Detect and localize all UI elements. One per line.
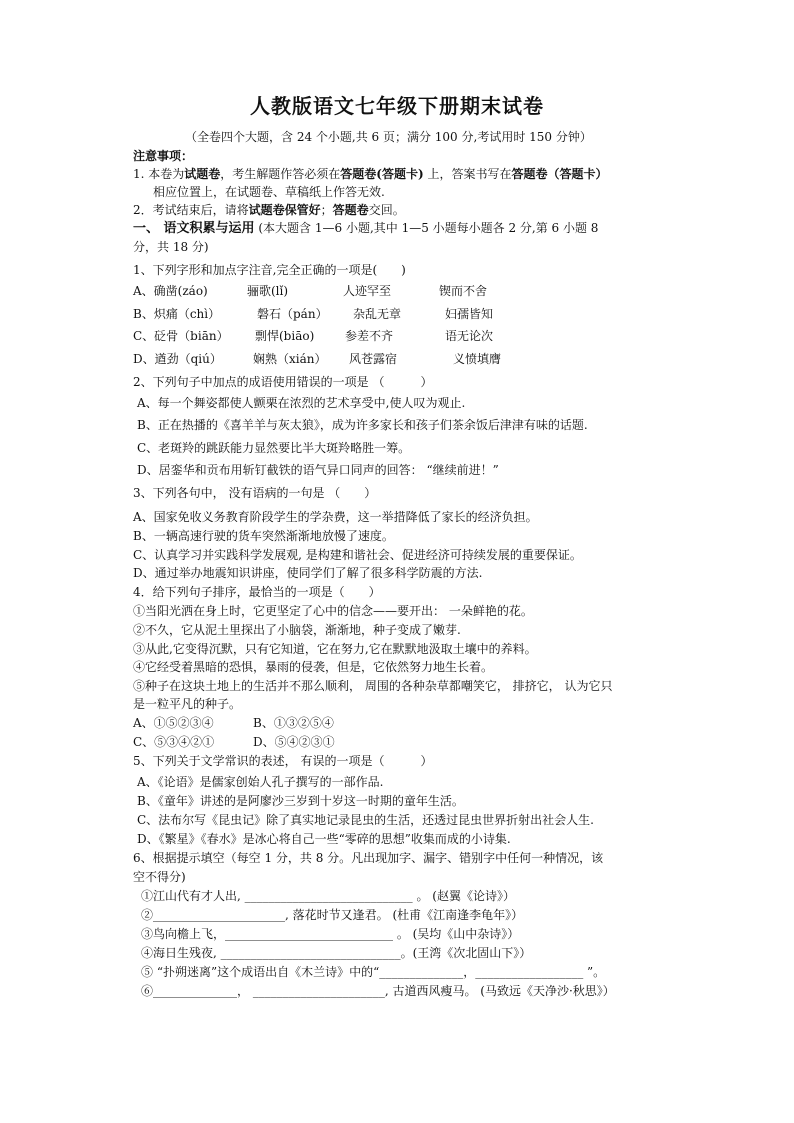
q6-line-5: ⑤ “扑朔迷离”这个成语出自《木兰诗》中的“______________，__________________ ”。 bbox=[141, 965, 606, 979]
q4-choice-a: A、①⑤②③④ bbox=[133, 716, 214, 730]
q4-sentence-3: ③从此,它变得沉默，只有它知道，它在努力,它在默默地汲取土壤中的养料。 bbox=[133, 642, 537, 656]
q1-d-4: 义愤填膺 bbox=[453, 352, 502, 366]
q1-b-3: 杂乱无章 bbox=[353, 307, 402, 321]
q5-option-b: B、《童年》讲述的是阿廖沙三岁到十岁这一时期的童年生活。 bbox=[137, 794, 464, 808]
q4-sentence-1: ①当阳光洒在身上时，它更坚定了心中的信念——要开出： 一朵鲜艳的花。 bbox=[133, 604, 533, 618]
notice-item-1-text-b: 试题卷 bbox=[184, 167, 221, 181]
q1-a-1: A、确凿(záo) bbox=[133, 284, 208, 298]
q1-c-2: 剽悍(biāo) bbox=[255, 329, 315, 343]
q6-stem-cont: 空不得分) bbox=[133, 870, 186, 884]
q2-stem: 2、下列句子中加点的成语使用错误的一项是 （ ） bbox=[133, 375, 433, 389]
q2-option-b: B、正在热播的《喜羊羊与灰太狼》，成为许多家长和孩子们茶余饭后津津有味的话题. bbox=[137, 418, 588, 432]
q6-line-4: ④海日生残夜, ______________________________。(王湾《次北固山下》） bbox=[141, 946, 532, 960]
q1-d-2: 娴熟（xián） bbox=[253, 352, 327, 366]
notice-item-2-text-b: 试题卷保管好 bbox=[248, 203, 321, 217]
notice-item-2-text-d: 答题卷 bbox=[332, 203, 369, 217]
q2-option-c: C、老斑羚的跳跃能力显然要比半大斑羚略胜一筹。 bbox=[137, 441, 411, 455]
q3-option-b: B、一辆高速行驶的货车突然渐渐地放慢了速度。 bbox=[133, 529, 394, 543]
q1-stem: 1、下列字形和加点字注音,完全正确的一项是( ) bbox=[133, 263, 406, 277]
q5-stem: 5、下列关于文学常识的表述， 有误的一项是（ ） bbox=[133, 754, 433, 768]
q1-option-a bbox=[133, 284, 487, 299]
q3-option-a: A、国家免收义务教育阶段学生的学杂费，这一举措降低了家长的经济负担。 bbox=[133, 510, 538, 524]
q1-b-4: 妇孺皆知 bbox=[445, 307, 494, 321]
notice-item-2-text-c: ； bbox=[320, 203, 333, 217]
q4-choice-b: B、①③②⑤④ bbox=[253, 716, 334, 730]
q1-option-d bbox=[133, 352, 501, 367]
q5-option-a: A、《论语》是儒家创始人孔子撰写的一部作品. bbox=[137, 775, 384, 789]
notice-item-1-cont: 相应位置上，在试题卷、草稿纸上作答无效. bbox=[153, 185, 385, 199]
notice-item-2-text-a: 2．考试结束后，请将 bbox=[133, 203, 249, 217]
q1-b-1: B、炽痛（chì） bbox=[133, 307, 221, 321]
notice-item-1-text-a: 1. 本卷为 bbox=[133, 167, 185, 181]
exam-subtitle: （全卷四个大题，含 24 个小题,共 6 页；满分 100 分,考试用时 150 分钟） bbox=[185, 130, 592, 144]
q6-line-1: ①江山代有才人出, ____________________________ 。 (赵翼《论诗》） bbox=[141, 889, 515, 903]
q6-line-2: ②______________________, 落花时节又逢君。 (杜甫《江南逢李龟年》） bbox=[141, 908, 524, 922]
q1-option-c bbox=[133, 329, 493, 344]
q4-sentence-5: ⑤种子在这块土地上的生活并不那么顺利， 周围的各种杂草都嘲笑它， 排挤它， 认为它只 bbox=[133, 679, 613, 693]
q1-d-1: D、遒劲（qiú） bbox=[133, 352, 222, 366]
q4-choice-c: C、⑤③④②① bbox=[133, 735, 215, 749]
q2-option-a: A、每一个舞姿都使人颤栗在浓烈的艺术享受中,使人叹为观止. bbox=[137, 396, 466, 410]
q1-option-b bbox=[133, 307, 493, 322]
q1-d-3: 风苍露宿 bbox=[349, 352, 398, 366]
notice-heading: 注意事项： bbox=[133, 149, 194, 163]
q6-stem: 6、根据提示填空（每空 1 分，共 8 分。凡出现加字、漏字、错别字中任何一种情况，该 bbox=[133, 851, 604, 865]
q5-option-d: D、《繁星》《春水》是冰心将自己一些“零碎的思想”收集而成的小诗集. bbox=[137, 832, 511, 846]
q4-choice-d: D、⑤④②③① bbox=[253, 735, 335, 749]
q4-sentence-2: ②不久，它从泥土里探出了小脑袋，渐渐地，种子变成了嫩芽. bbox=[133, 623, 461, 637]
notice-item-1-text-f: 答题卷（答题卡） bbox=[511, 167, 608, 181]
q3-option-c: C、认真学习并实践科学发展观, 是构建和谐社会、促进经济可持续发展的重要保证。 bbox=[133, 548, 582, 562]
notice-item-1-text-c: ，考生解题作答必须在 bbox=[220, 167, 341, 181]
notice-item-1 bbox=[133, 167, 608, 182]
q1-a-2: 骊歌(lǐ) bbox=[247, 284, 289, 298]
notice-item-2-text-e: 交回。 bbox=[368, 203, 405, 217]
q1-c-1: C、砭骨（biān） bbox=[133, 329, 229, 343]
page-title: 人教版语文七年级下册期末试卷 bbox=[250, 94, 544, 118]
q4-sentence-4: ④它经受着黑暗的恐惧，暴雨的侵袭，但是，它依然努力地生长着。 bbox=[133, 660, 494, 674]
section-1-desc-cont: 分，共 18 分) bbox=[133, 240, 209, 254]
section-1-header bbox=[133, 221, 598, 236]
q4-stem: 4．给下列句子排序，最恰当的一项是（ ） bbox=[133, 585, 381, 599]
notice-item-1-text-e: 上，答案书写在 bbox=[423, 167, 512, 181]
section-1-desc: (本大题含 1—6 小题,其中 1—5 小题每小题各 2 分,第 6 小题 8 bbox=[258, 221, 599, 235]
section-1-label: 一、 语文积累与运用 bbox=[133, 221, 255, 236]
notice-item-2 bbox=[133, 203, 405, 218]
q1-c-4: 语无论次 bbox=[445, 329, 494, 343]
q4-choices-cd bbox=[133, 735, 335, 750]
q4-choices-ab bbox=[133, 716, 334, 731]
q2-option-d: D、居銮华和贡布用斩钉截铁的语气异口同声的回答： “继续前进！” bbox=[137, 463, 499, 477]
q1-c-3: 参差不齐 bbox=[345, 329, 394, 343]
q1-b-2: 磐石（pán） bbox=[257, 307, 328, 321]
q5-option-c: C、法布尔写《昆虫记》除了真实地记录昆虫的生活，还透过昆虫世界折射出社会人生. bbox=[137, 813, 594, 827]
q3-stem: 3、下列各句中， 没有语病的一句是 （ ） bbox=[133, 486, 377, 500]
q1-a-4: 锲而不舍 bbox=[439, 284, 488, 298]
q6-line-6: ⑥______________， ______________________, 古道西风瘦马。 (马致远《天净沙·秋思》） bbox=[141, 984, 615, 998]
q4-sentence-5-cont: 是一粒平凡的种子。 bbox=[133, 697, 242, 711]
q6-line-3: ③鸟向檐上飞，____________________________ 。 (吴均《山中杂诗》） bbox=[141, 927, 520, 941]
q3-option-d: D、通过举办地震知识讲座，使同学们了解了很多科学防震的方法. bbox=[133, 566, 483, 580]
q1-a-3: 人迹罕至 bbox=[343, 284, 392, 298]
notice-item-1-text-d: 答题卷(答题卡) bbox=[340, 167, 424, 181]
